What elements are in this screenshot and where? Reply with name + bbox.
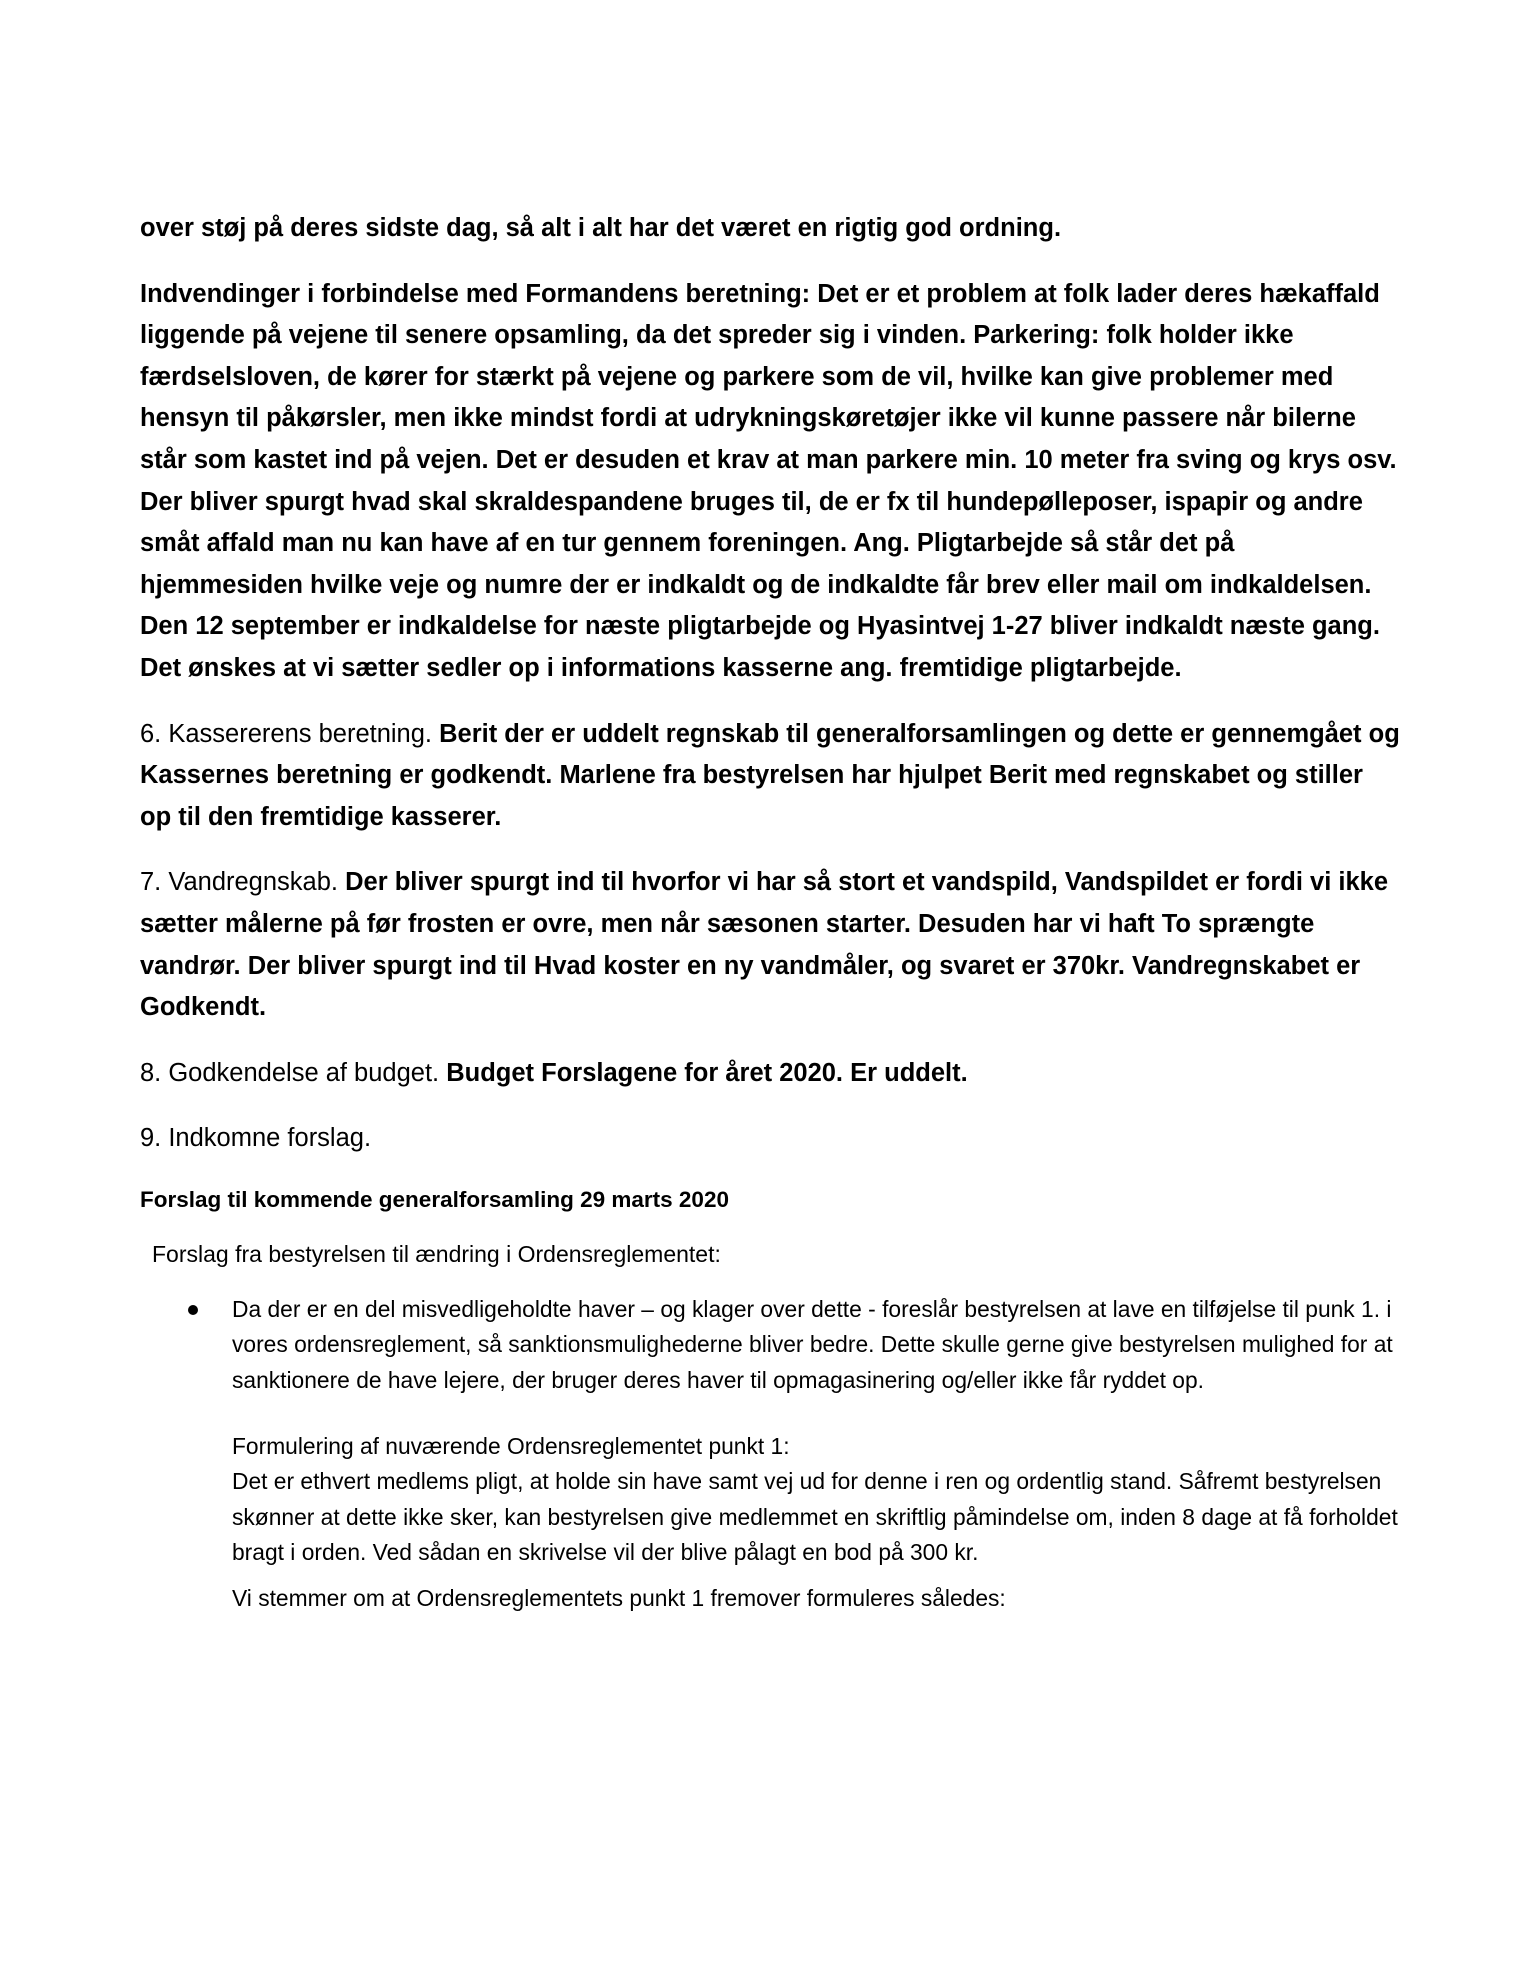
proposal-intro: Forslag fra bestyrelsen til ændring i Ordensreglementet: [152,1240,721,1267]
paragraph-objections: Indvendinger i forbindelse med Formandens beretning: Det er et problem at folk lader deres hækaffald liggende på vejene til senere opsamling, da det spreder sig i vinden. Parkering: folk holder ikke færdselsloven, de kører for stærkt på vejene og parkere som de vil, hvilke kan give problemer med hensyn til påkørsler, men ikke mindst fordi at udrykningskøretøjer ikke vil kunne passere når bilerne står som kastet ind på vejen. Det er desuden et krav at man parkere min. 10 meter fra sving og krys osv. Der bliver spurgt hvad skal skraldespandene bruges til, de er fx til hundepølleposer, ispapir og andre småt affald man nu kan have af en tur gennem foreningen. Ang. Pligtarbejde så står det på hjemmesiden hvilke veje og numre der er indkaldt og de indkaldte får brev eller mail om indkaldelsen. Den 12 september er indkaldelse for næste pligtarbejde og Hyasintvej 1-27 bliver indkaldt næste gang. Det ønskes at vi sætter sedler op i informations kasserne ang. fremtidige pligtarbejde. [140,279,1397,682]
bullet-text: Da der er en del misvedligeholdte haver – og klager over dette - foreslår bestyrelsen at lave en tilføjelse til punk 1. i vores ordensreglement, så sanktionsmulighederne bliver bedre. Dette skulle gerne give bestyrelsen mulighed for at sanktionere de have lejere, der bruger deres haver til opmagasinering og/eller ikke får ryddet op. [232,1295,1393,1394]
paragraph-closing-remark: over støj på deres sidste dag, så alt i alt har det været en rigtig god ordning. [140,214,1062,242]
proposals-heading: Forslag til kommende generalforsamling 29 marts 2020 [140,1186,729,1212]
treasurer-report-text: Berit der er uddelt regnskab til generalforsamlingen og dette er gennemgået og Kassernes beretning er godkendt. Marlene fra bestyrelsen har hjulpet Berit med regnskabet og stiller op til den fremtidige kasserer. [140,719,1400,831]
spacer [232,1399,1400,1429]
paragraph-budget-approval [140,1053,1400,1095]
current-wording-text: Det er ethvert medlems pligt, at holde sin have samt vej ud for denne i ren og ordentlig stand. Såfremt bestyrelsen skønner at dette ikke sker, kan bestyrelsen give medlemmet en skriftlig påmindelse om, inden 8 dage at få forholdet bragt i orden. Ved sådan en skrivelse vil der blive pålagt en bod på 300 kr. [232,1468,1398,1566]
section-label-budget: 8. Godkendelse af budget. [140,1058,447,1087]
section-label-proposals: 9. Indkomne forslag. [140,1124,372,1153]
section-label-treasurer: 6. Kassererens beretning. [140,719,440,748]
paragraph-proposals [140,1118,1400,1160]
budget-approval-text: Budget Forslagene for året 2020. Er uddelt. [446,1058,968,1087]
list-item [140,1292,1400,1617]
paragraph-treasurer-report [140,714,1400,839]
paragraph-water-accounts [140,862,1400,1028]
spacer [232,1571,1400,1581]
current-wording-label: Formulering af nuværende Ordensreglementet punkt 1: [232,1432,790,1459]
bullet-icon [188,1305,198,1315]
section-label-water: 7. Vandregnskab. [140,868,346,897]
water-accounts-text: Der bliver spurgt ind til hvorfor vi har så stort et vandspild, Vandspildet er fordi vi ikke sætter målerne på før frosten er ovre, men når sæsonen starter. Desuden har vi haft To sprængte vandrør. Der bliver spurgt ind til Hvad koster en ny vandmåler, og svaret er 370kr. Vandregnskabet er Godkendt. [140,868,1389,1022]
document-page [140,208,1400,1617]
vote-text: Vi stemmer om at Ordensreglementets punkt 1 fremover formuleres således: [232,1585,1006,1612]
